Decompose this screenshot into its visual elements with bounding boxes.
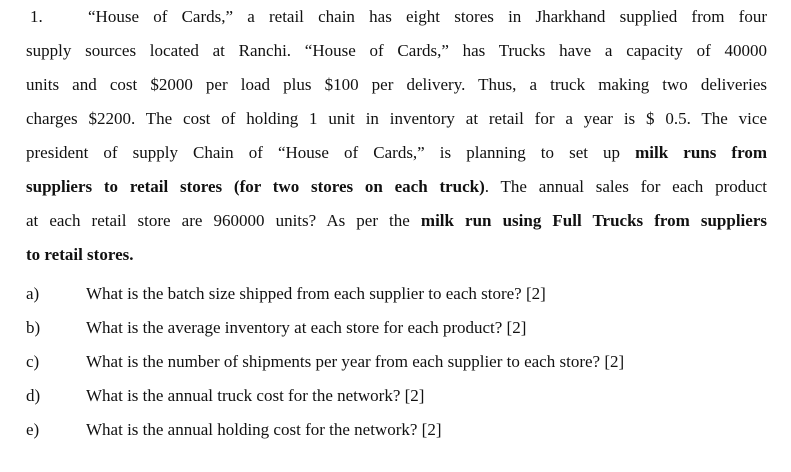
paragraph-line [26,210,767,232]
sub-question-label: b) [26,318,41,337]
paragraph-line [26,176,767,198]
sub-question [26,283,767,305]
text-segment: units and cost $2000 per load plus $100 per delivery. Thus, a truck making two deliveries [26,75,767,94]
paragraph-line [26,142,767,164]
bold-text: milk runs from [635,143,767,162]
text-segment: supply sources located at Ranchi. “House of Cards,” has Trucks have a capacity of 40000 [26,41,767,60]
sub-question-label: d) [26,386,41,405]
bold-text: to retail stores. [26,245,134,264]
sub-question-text: What is the average inventory at each store for each product? [2] [86,318,527,337]
text-segment: president of supply Chain of “House of Cards,” is planning to set up [26,143,636,162]
sub-question-text: What is the annual truck cost for the network? [2] [86,386,425,405]
bold-text: milk run using Full Trucks from suppliers [420,211,767,230]
text-segment: charges $2200. The cost of holding 1 unit in inventory at retail for a year is $ 0.5. The vice [26,109,767,128]
sub-question-label: c) [26,352,40,371]
paragraph-line [26,40,767,62]
sub-question-label: e) [26,420,40,439]
sub-question-text: What is the number of shipments per year from each supplier to each store? [2] [86,352,625,371]
sub-question-text: What is the annual holding cost for the network? [2] [86,420,442,439]
sub-question [26,351,767,373]
sub-question [26,317,767,339]
paragraph-line [26,244,767,266]
text-segment: . The annual sales for each product [484,177,768,196]
bold-text: suppliers to retail stores (for two stores on each truck) [26,177,485,196]
paragraph-line [26,74,767,96]
paragraph-line [26,108,767,130]
question-number: 1. [30,7,43,26]
sub-question [26,419,767,441]
sub-question-label: a) [26,284,40,303]
paragraph-line [88,6,767,28]
text-segment: at each retail store are 960000 units? As per the [26,211,421,230]
sub-question-text: What is the batch size shipped from each supplier to each store? [2] [86,284,546,303]
text-segment: “House of Cards,” a retail chain has eight stores in Jharkhand supplied from four [88,7,767,26]
sub-question [26,385,767,407]
